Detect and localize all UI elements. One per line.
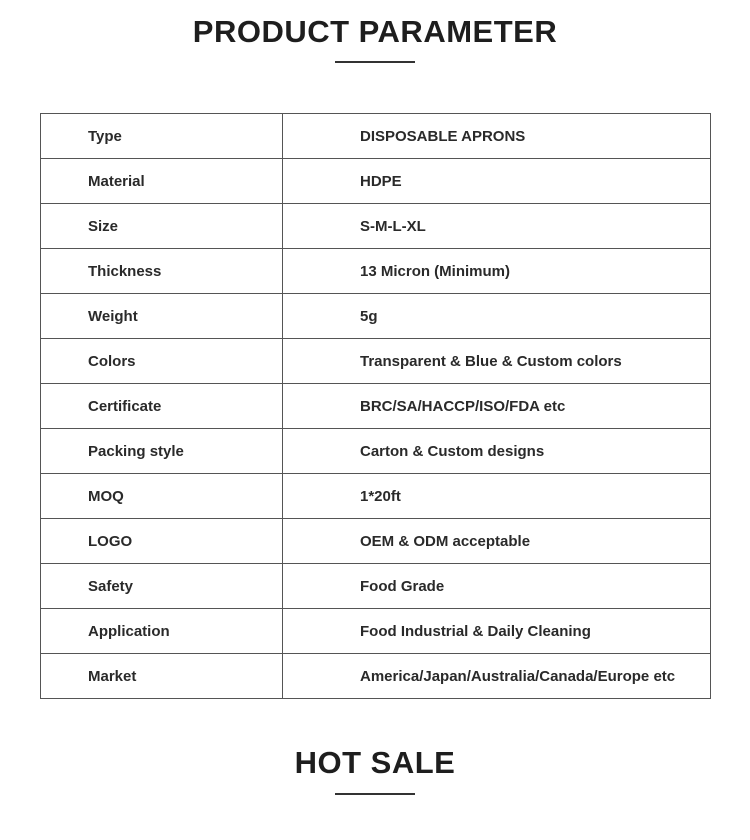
table-row	[41, 609, 711, 654]
parameter-value: BRC/SA/HACCP/ISO/FDA etc	[283, 384, 711, 429]
product-parameter-table	[40, 113, 711, 699]
title-underline	[335, 793, 415, 795]
parameter-value: Food Grade	[283, 564, 711, 609]
table-row	[41, 429, 711, 474]
parameter-label: Packing style	[41, 429, 283, 474]
table-row	[41, 339, 711, 384]
table-row	[41, 249, 711, 294]
parameter-value: America/Japan/Australia/Canada/Europe etc	[283, 654, 711, 699]
parameter-value: Transparent & Blue & Custom colors	[283, 339, 711, 384]
parameter-label: Weight	[41, 294, 283, 339]
parameter-value: 5g	[283, 294, 711, 339]
parameter-value: Food Industrial & Daily Cleaning	[283, 609, 711, 654]
parameter-value: OEM & ODM acceptable	[283, 519, 711, 564]
parameter-value: DISPOSABLE APRONS	[283, 114, 711, 159]
parameter-value: 1*20ft	[283, 474, 711, 519]
parameter-label: Certificate	[41, 384, 283, 429]
parameter-label: Thickness	[41, 249, 283, 294]
parameter-label: Material	[41, 159, 283, 204]
parameter-value: HDPE	[283, 159, 711, 204]
table-row	[41, 204, 711, 249]
hot-sale-title: HOT SALE	[294, 745, 456, 780]
parameter-label: Application	[41, 609, 283, 654]
table-row	[41, 474, 711, 519]
table-row	[41, 519, 711, 564]
parameter-label: Safety	[41, 564, 283, 609]
title-underline	[335, 61, 415, 63]
table-row	[41, 159, 711, 204]
parameter-label: Market	[41, 654, 283, 699]
table-row	[41, 384, 711, 429]
parameter-value: Carton & Custom designs	[283, 429, 711, 474]
table-row	[41, 114, 711, 159]
parameter-value: S-M-L-XL	[283, 204, 711, 249]
parameter-label: Colors	[41, 339, 283, 384]
parameter-label: Type	[41, 114, 283, 159]
table-row	[41, 564, 711, 609]
parameter-label: LOGO	[41, 519, 283, 564]
parameter-value: 13 Micron (Minimum)	[283, 249, 711, 294]
page-title: PRODUCT PARAMETER	[192, 14, 558, 49]
table-row	[41, 654, 711, 699]
table-row	[41, 294, 711, 339]
parameter-label: MOQ	[41, 474, 283, 519]
parameter-label: Size	[41, 204, 283, 249]
